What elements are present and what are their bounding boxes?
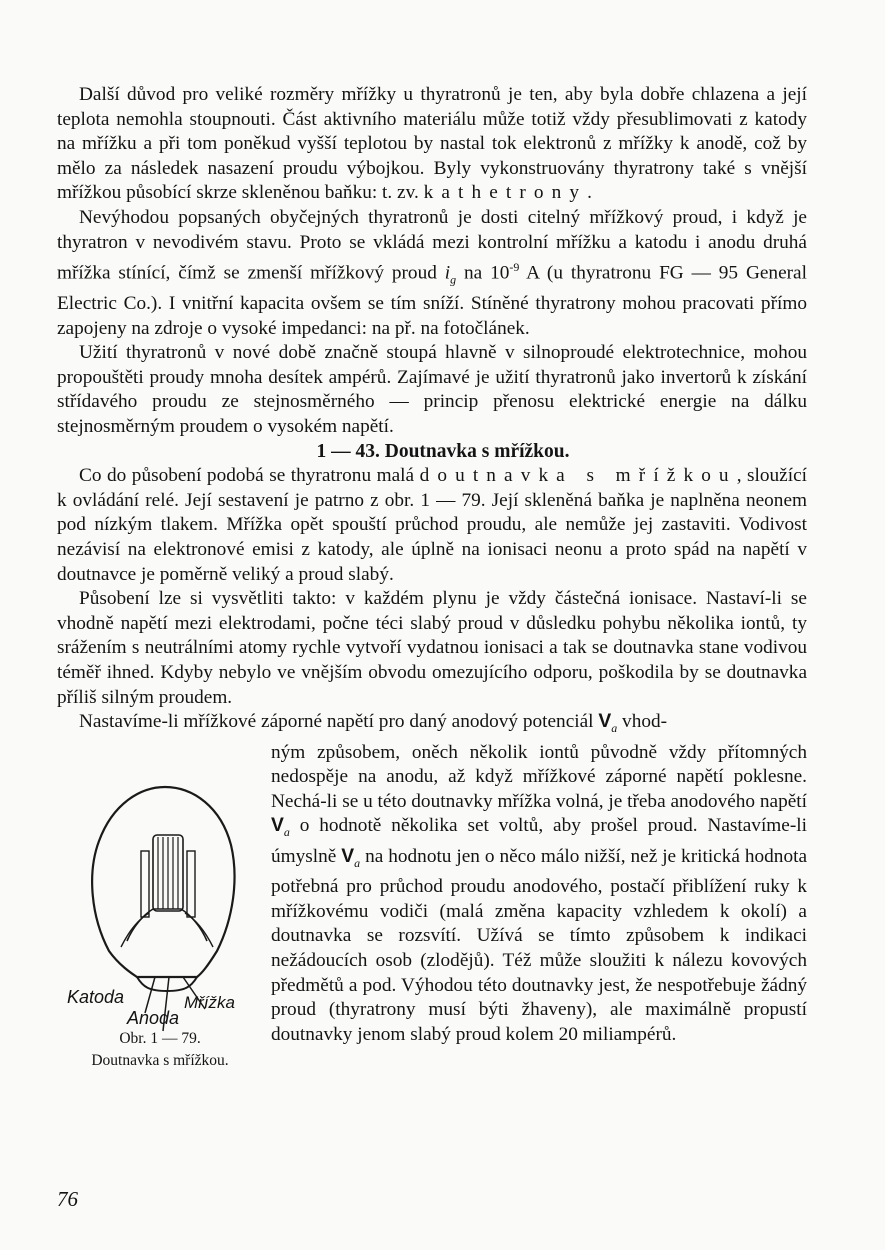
symbol-V: V: [598, 711, 612, 733]
text-run: Další důvod pro veliké rozměry mřížky u thyratronů je ten, aby byla dobře chlazena a její teplota nemohla stoupnouti. Část aktivního materiálu může totiž vždy přesublimovati z katody na mřížku a při tom poněkud vyšší teplotou by nastal tok elektronů z mřížky k anodě, což by mělo za následek nasazení proudu výbojkou. Byly vykonstruovány thyratrony také s vnější mřížkou působící skrze skleněnou baňku: t. zv.: [57, 84, 807, 204]
paragraph: [57, 206, 807, 341]
text-run: o hodnotě několika set voltů, aby prošel proud. Nastavíme-li úmyslně: [271, 815, 807, 867]
exponent: -9: [509, 260, 520, 275]
spaced-term: doutnavka s mřížkou: [419, 465, 737, 487]
paragraph: [57, 83, 807, 206]
text-run: Nastavíme-li mřížkové záporné napětí pro daný anodový potenciál: [79, 711, 594, 733]
figure-caption: [57, 1028, 263, 1072]
label-cathode: Katoda: [67, 986, 125, 1007]
figure-side-text: [271, 741, 807, 1048]
paragraph: Užití thyratronů v nové době značně stoupá hlavně v silnoproudé elektrotechnice, mohou propouštěti proudy mnoha desítek ampérů. Zajímavé je užití thyratronů jako invertorů k získání střídavého proudu ze stejnosměrného — princip přenosu elektrické energie na dálku stejnosměrným proudem o vysokém napětí.: [57, 342, 807, 437]
page-number: 76: [57, 1187, 78, 1211]
caption-title: Doutnavka s mřížkou.: [91, 1051, 229, 1069]
page-body: [57, 83, 807, 1093]
label-anode: Anoda: [127, 1007, 180, 1028]
paragraph: [57, 710, 807, 740]
paragraph: Působení lze si vysvětliti takto: v každém plynu je vždy částečná ionisace. Nastaví-li se vhodně napětí mezi elektrodami, počne téci slabý proud v důsledku pohybu několika iontů, ty srážením s neutrálními atomy rychle vytvoří vydatnou ionisaci a tak se doutnavka stane vodivou téměř ihned. Kdyby nebylo ve vnějším obvodu omezujícího odporu, poškodila by se doutnavka příliš silným proudem.: [57, 588, 807, 708]
text-run: na 10: [463, 262, 510, 284]
text-run: .: [587, 182, 592, 204]
text-run: A (u thyratronu FG — 95 General Electric Co.). I vnitřní kapacita ovšem se tím sníží. Stíněné thyratrony mohou pracovati přímo zapojeny na zdroje o vysoké impedanci: na př. na fotočlánek.: [57, 262, 807, 339]
text-run: , sloužící k ovládání relé. Její sestavení je patrno z obr. 1 — 79. Její skleněná baňka je naplněna neonem pod nízkým tlakem. Mřížka opět spouští průchod proudu, ale nemůže jej zastaviti. Vodivost nezávisí na elektronové emisi z katody, ale úplně na ionisaci neonu a proto spád na napětí v doutnavce je poměrně veliký a proud slabý.: [57, 465, 807, 585]
text-run: Nevýhodou popsaných obyčejných thyratronů je dosti citelný mřížkový proud, i když je thyratron v nevodivém stavu. Proto se vkládá mezi kontrolní mřížku a katodu i anodu druhá mřížka stínící, čímž se zmenší mřížkový proud: [57, 206, 807, 284]
subscript-a: a: [611, 720, 618, 735]
symbol-V: V: [271, 815, 284, 837]
subscript-a: a: [283, 825, 290, 840]
caption-number: Obr. 1 — 79.: [119, 1029, 201, 1047]
figure-block: [57, 741, 807, 1093]
text-run: Co do působení podobá se thyratronu malá: [79, 465, 415, 487]
label-grid: Mřížka: [184, 992, 235, 1012]
text-run: na hodnotu jen o něco málo nižší, než je kritická hodnota potřebná pro průchod proudu anodového, postačí přiblížení ruky k mřížkovému vodiči (malá změna kapacity vzhledem k okolí) a doutnavka se rozsvítí. Užívá se tímto způsobem k indikaci nežádoucích osob (zlodějů). Též může sloužiti k nálezu kovových předmětů a pod. Výhodou této doutnavky jest, že nespotřebuje žádný proud (thyratrony musí býti žhaveny), ale maximálně propustí doutnavky jenom slabý proud kolem 20 miliampérů.: [271, 845, 807, 1045]
symbol-i: i: [444, 262, 451, 284]
spaced-term: kathetrony: [423, 182, 588, 204]
subscript-g: g: [450, 272, 457, 287]
paragraph: [271, 741, 807, 1048]
subscript-a: a: [354, 855, 361, 870]
text-run: ným způsobem, oněch několik iontů původně vždy přítomných nedospěje na anodu, až když mřížkové záporné napětí poklesne. Nechá-li se u této doutnavky mřížka volná, je třeba anodového napětí: [271, 741, 807, 812]
paragraph: [57, 464, 807, 587]
symbol-V: V: [341, 845, 355, 867]
text-run: vhod-: [622, 711, 668, 733]
section-heading: 1 — 43. Doutnavka s mřížkou.: [316, 440, 570, 462]
